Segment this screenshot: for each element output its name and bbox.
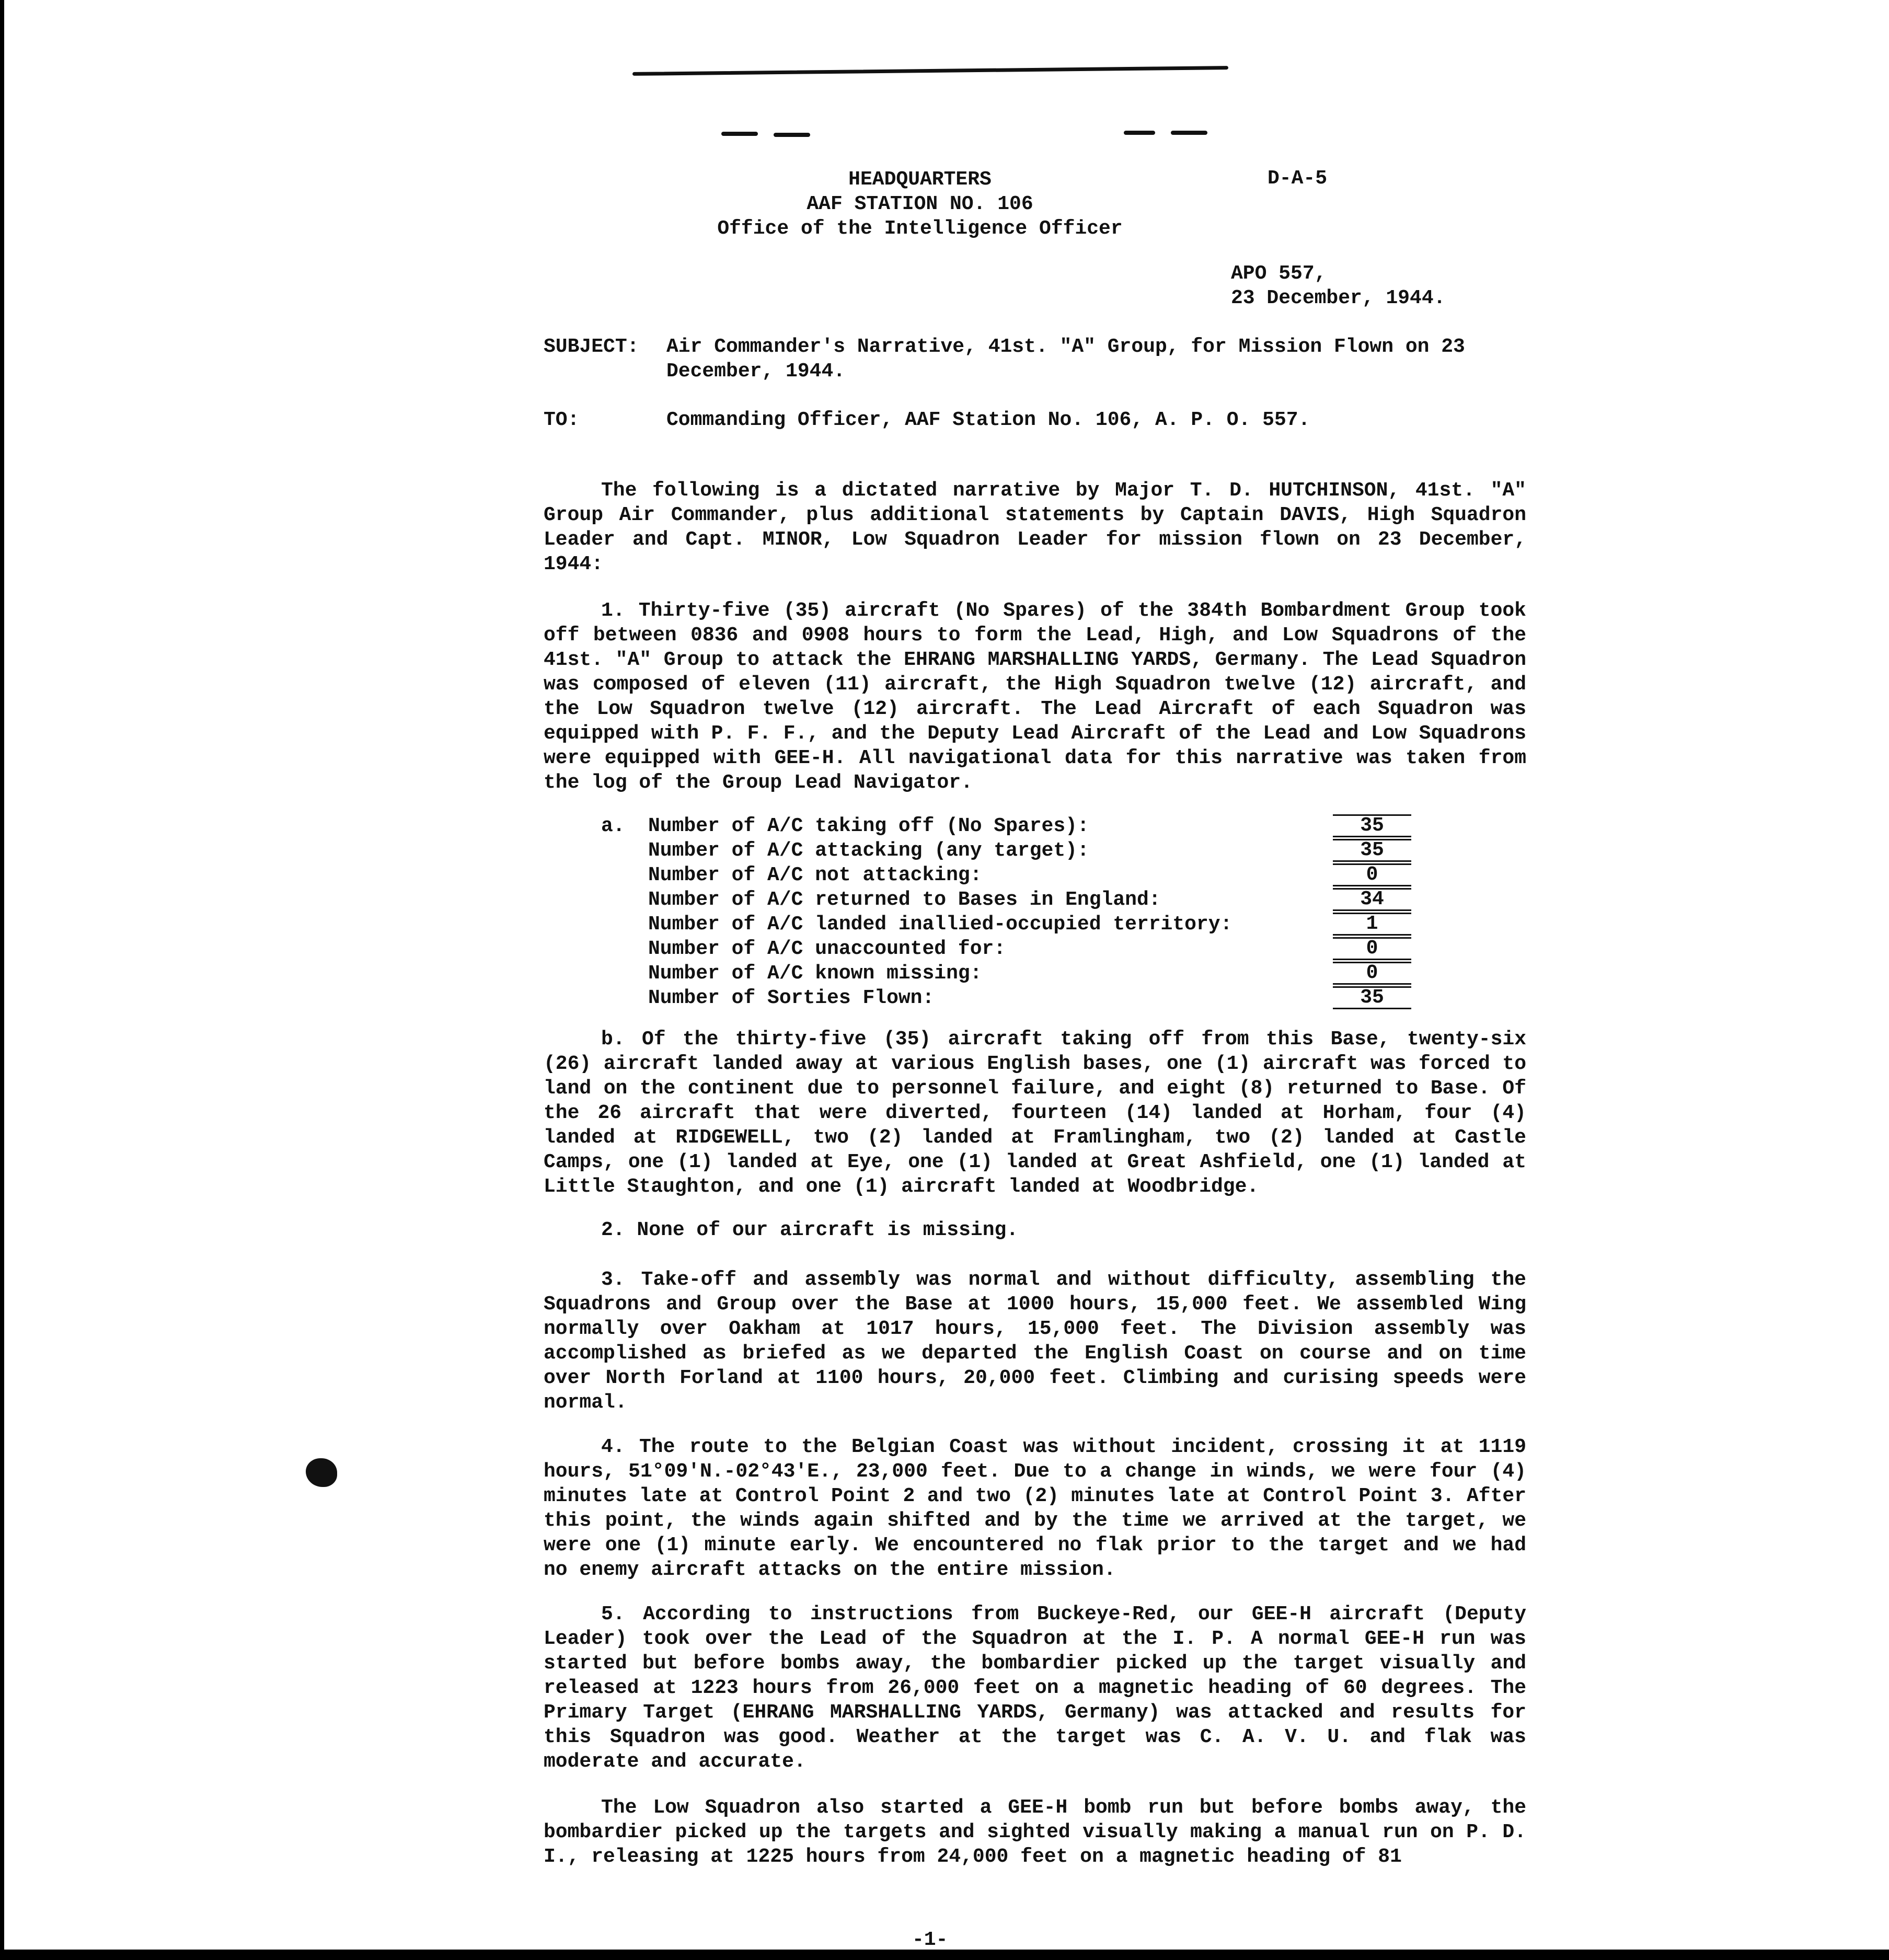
stat-value: 35 <box>1333 839 1411 862</box>
intro-text: The following is a dictated narrative by Major T. D. HUTCHINSON, 41st. "A" Group Air Commander, plus additional statements by Captain DAVIS, High Squadron Leader and Capt. MINOR, Low Squadron Leader for mission flown on 23 December, 1944: <box>544 479 1526 575</box>
stat-value: 34 <box>1333 888 1411 911</box>
paragraph-3-text: 3. Take-off and assembly was normal and without difficulty, assembling the Squadrons and Group over the Base at 1000 hours, 15,000 feet. We assembled Wing normally over Oakham at 1017 hours, 15,000 feet. The Division assembly was accomplished as briefed as we departed the English Coast on course and on time over North Forland at 1100 hours, 20,000 feet. Climbing and curising speeds were normal. <box>544 1269 1526 1414</box>
apo-date-block <box>1231 261 1445 310</box>
stat-row <box>601 887 1411 912</box>
to-text: Commanding Officer, AAF Station No. 106, A. P. O. 557. <box>666 409 1310 431</box>
paragraph-1-text: 1. Thirty-five (35) aircraft (No Spares) of the 384th Bombardment Group took off between 0836 and 0908 hours to form the Lead, High, and Low Squadrons of the 41st. "A" Group to attack the EHRANG MARSHALLING YARDS, Germany. The Lead Squadron was composed of eleven (11) aircraft, the High Squadron twelve (12) aircraft, and the Low Squadron twelve (12) aircraft. The Lead Aircraft of each Squadron was equipped with P. F. F., and the Deputy Lead Aircraft of the Lead and Low Squadrons were equipped with GEE-H. All navigational data for this narrative was taken from the log of the Group Lead Navigator. <box>544 599 1526 794</box>
stat-label: Number of A/C attacking (any target): <box>648 839 1089 862</box>
aircraft-statistics-table <box>601 814 1411 1010</box>
letterhead-office: Office of the Intelligence Officer <box>717 217 1123 240</box>
stat-value: 0 <box>1333 962 1411 985</box>
paragraph-4 <box>544 1435 1526 1582</box>
paragraph-1 <box>544 598 1526 795</box>
scan-artifact-dash <box>1124 131 1155 135</box>
intro-paragraph <box>544 478 1526 577</box>
subject-label: SUBJECT: <box>544 336 639 358</box>
paragraph-5-text: 5. According to instructions from Buckeye-Red, our GEE-H aircraft (Deputy Leader) took over the Lead of the Squadron at the I. P. A normal GEE-H run was started but before bombs away, the bombardier picked up the target visually and released at 1223 hours from 26,000 feet on a magnetic heading of 60 degrees. The Primary Target (EHRANG MARSHALLING YARDS, Germany) was attacked and results for this Squadron was good. Weather at the target was C. A. V. U. and flak was moderate and accurate. <box>544 1603 1526 1773</box>
stat-value: 35 <box>1333 986 1411 1009</box>
stat-label: Number of A/C returned to Bases in England: <box>648 889 1161 911</box>
page-number: -1- <box>912 1929 948 1951</box>
subject-text: Air Commander's Narrative, 41st. "A" Group, for Mission Flown on 23 December, 1944. <box>666 336 1465 383</box>
scan-border-left <box>0 0 4 1960</box>
document-code: D-A-5 <box>1268 167 1328 190</box>
paragraph-b <box>544 1027 1526 1199</box>
paragraph-2-text: 2. None of our aircraft is missing. <box>601 1219 1019 1241</box>
stat-label: Number of A/C unaccounted for: <box>648 938 1006 960</box>
paragraph-b-text: b. Of the thirty-five (35) aircraft taking off from this Base, twenty-six (26) aircraft landed away at various English bases, one (1) aircraft was forced to land on the continent due to personnel failure, and eight (8) returned to Base. Of the 26 aircraft that were diverted, fourteen (14) landed at Horham, four (4) landed at RIDGEWELL, two (2) landed at Framlingham, two (2) landed at Castle Camps, one (1) landed at Eye, one (1) landed at Great Ashfield, one (1) landed at Little Staughton, and one (1) aircraft landed at Woodbridge. <box>544 1028 1526 1198</box>
apo-number: APO 557, <box>1231 262 1327 285</box>
letterhead-headquarters: HEADQUARTERS <box>848 168 992 191</box>
paragraph-4-text: 4. The route to the Belgian Coast was without incident, crossing it at 1119 hours, 51°09'N.-02°43'E., 23,000 feet. Due to a change in winds, we were four (4) minutes late at Control Point 2 and two (2) minutes late at Control Point 3. After this point, the winds again shifted and by the time we arrived at the target, we were one (1) minute early. We encountered no flak prior to the target and we had no enemy aircraft attacks on the entire mission. <box>544 1436 1526 1581</box>
stat-row <box>601 863 1411 887</box>
stat-value: 35 <box>1333 814 1411 837</box>
stat-section-marker: a. <box>601 815 625 837</box>
to-line <box>544 408 1526 432</box>
paragraph-2 <box>544 1218 1526 1242</box>
stat-row <box>601 838 1411 863</box>
paragraph-6-text: The Low Squadron also started a GEE-H bomb run but before bombs away, the bombardier picked up the targets and sighted visually making a manual run on P. D. I., releasing at 1225 hours from 24,000 feet on a magnetic heading of 81 <box>544 1796 1526 1868</box>
stat-row <box>601 912 1411 937</box>
stat-value: 0 <box>1333 937 1411 960</box>
paragraph-6 <box>544 1795 1526 1869</box>
stat-label: Number of A/C not attacking: <box>648 864 982 886</box>
scan-artifact-line <box>632 66 1228 76</box>
stat-label: Number of A/C taking off (No Spares): <box>648 815 1089 837</box>
paragraph-5 <box>544 1602 1526 1774</box>
letterhead-station: AAF STATION NO. 106 <box>807 193 1033 215</box>
stat-row <box>601 937 1411 961</box>
scan-artifact-dash <box>774 133 810 137</box>
document-date: 23 December, 1944. <box>1231 287 1446 309</box>
stat-row <box>601 986 1411 1010</box>
stat-label: Number of A/C known missing: <box>648 962 982 985</box>
letterhead <box>606 167 1234 241</box>
stat-value: 1 <box>1333 913 1411 936</box>
stat-row <box>601 814 1411 838</box>
stat-label: Number of Sorties Flown: <box>648 987 935 1009</box>
stat-value: 0 <box>1333 863 1411 886</box>
paragraph-3 <box>544 1267 1526 1415</box>
scan-artifact-dash <box>721 132 758 136</box>
subject-line <box>544 335 1526 384</box>
scan-border-bottom <box>0 1950 1889 1960</box>
stat-row <box>601 961 1411 986</box>
ink-blot <box>306 1458 337 1487</box>
stat-label: Number of A/C landed inallied-occupied territory: <box>648 913 1233 936</box>
scan-artifact-dash <box>1171 131 1207 135</box>
to-label: TO: <box>544 409 580 431</box>
